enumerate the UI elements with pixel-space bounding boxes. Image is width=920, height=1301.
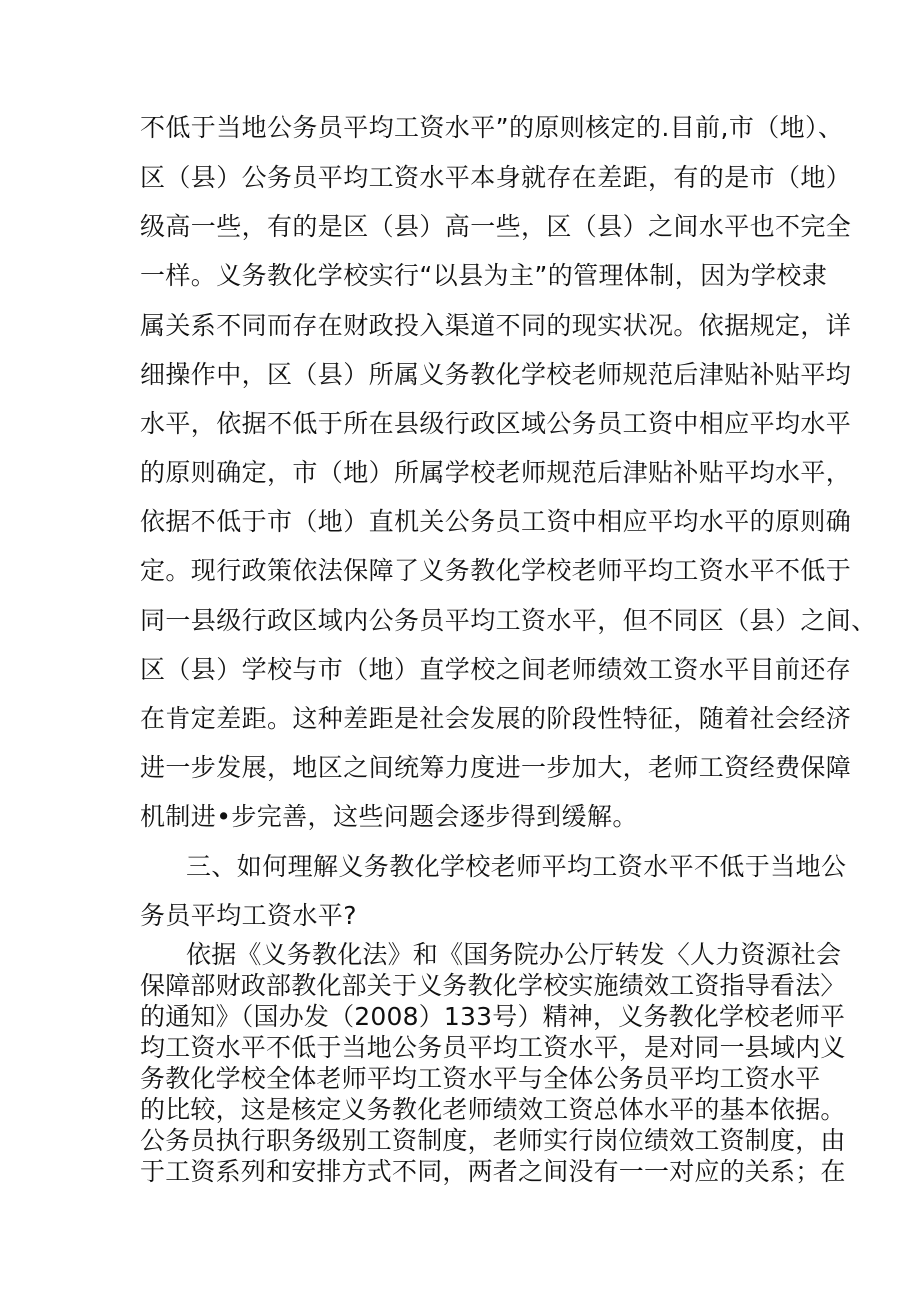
text-line: 细操作中，区（县）所属义务教化学校老师规范后津贴补贴平均 bbox=[140, 360, 852, 389]
text-line: 机制进•步完善，这些问题会逐步得到缓解。 bbox=[140, 802, 638, 831]
text-line: 区（县）公务员平均工资水平本身就存在差距，有的是市（地） bbox=[140, 163, 852, 192]
text-line: 水平，依据不低于所在县级行政区域公务员工资中相应平均水平 bbox=[140, 409, 852, 438]
text-line: 依据《义务教化法》和《国务院办公厅转发〈人力资源社会 bbox=[186, 940, 842, 969]
text-line: 依据不低于市（地）直机关公务员工资中相应平均水平的原则确 bbox=[140, 507, 852, 536]
text-line: 的通知》（国办发（2008）133号）精神，义务教化学校老师平 bbox=[140, 1002, 846, 1031]
text-line: 公务员执行职务级别工资制度，老师实行岗位绩效工资制度，由 bbox=[140, 1126, 846, 1155]
text-line: 均工资水平不低于当地公务员平均工资水平，是对同一县域内义 bbox=[140, 1033, 846, 1062]
text-line: 一样。义务教化学校实行“以县为主”的管理体制，因为学校隶 bbox=[140, 261, 828, 290]
heading-line: 三、如何理解义务教化学校老师平均工资水平不低于当地公 bbox=[186, 852, 847, 881]
text-line: 于工资系列和安排方式不同，两者之间没有一一对应的关系；在 bbox=[140, 1157, 846, 1186]
text-line: 在肯定差距。这种差距是社会发展的阶段性特征，随着社会经济 bbox=[140, 704, 852, 733]
text-line: 属关系不同而存在财政投入渠道不同的现实状况。依据规定，详 bbox=[140, 311, 852, 340]
text-line: 务教化学校全体老师平均工资水平与全体公务员平均工资水平 bbox=[140, 1064, 821, 1093]
text-line: 同一县级行政区域内公务员平均工资水平，但不同区（县）之间、 bbox=[140, 606, 877, 635]
text-line: 区（县）学校与市（地）直学校之间老师绩效工资水平目前还存 bbox=[140, 655, 852, 684]
text-line: 不低于当地公务员平均工资水平”的原则核定的.目前,市（地）、 bbox=[140, 113, 844, 142]
text-line: 定。现行政策依法保障了义务教化学校老师平均工资水平不低于 bbox=[140, 556, 852, 585]
heading-line: 务员平均工资水平? bbox=[140, 901, 357, 930]
text-line: 的原则确定，市（地）所属学校老师规范后津贴补贴平均水平， bbox=[140, 458, 852, 487]
text-line: 级高一些，有的是区（县）高一些，区（县）之间水平也不完全 bbox=[140, 212, 852, 241]
text-line: 保障部财政部教化部关于义务教化学校实施绩效工资指导看法〉 bbox=[140, 971, 846, 1000]
text-line: 进一步发展，地区之间统筹力度进一步加大，老师工资经费保障 bbox=[140, 753, 852, 782]
text-line: 的比较，这是核定义务教化老师绩效工资总体水平的基本依据。 bbox=[140, 1095, 846, 1124]
